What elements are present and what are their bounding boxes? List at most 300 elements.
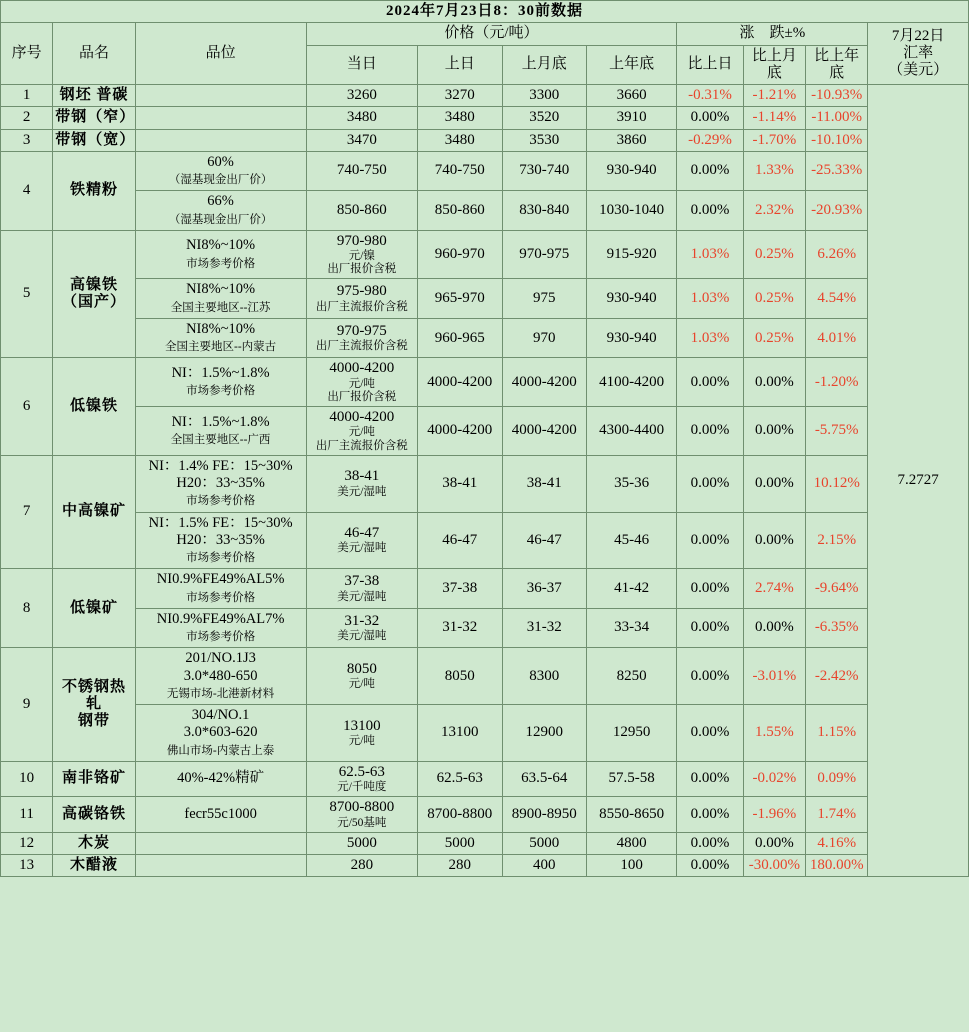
price-today: [306, 832, 418, 854]
grade-sub: 佛山市场-内蒙古上泰: [166, 744, 275, 757]
table-row: [1, 455, 969, 512]
table-row: [1, 648, 969, 705]
price-today-note: 出厂报价含税: [327, 390, 397, 403]
price-last-month: 36-37: [502, 569, 586, 609]
change-vs-last-year: -10.10%: [806, 129, 868, 151]
price-prev-day: 960-970: [418, 230, 502, 279]
table-row: [1, 318, 969, 358]
header-price-col-1: 当日: [306, 45, 418, 85]
header-change-group: 涨 跌±%: [677, 23, 868, 45]
grade-sub: 市场参考价格: [186, 631, 256, 644]
header-price-col-2: 上日: [418, 45, 502, 85]
change-vs-last-year: -10.93%: [806, 85, 868, 107]
product-name: 铁精粉: [69, 182, 118, 199]
product-name: 木炭: [77, 834, 110, 851]
table-row: [1, 512, 969, 569]
change-vs-last-year: 4.01%: [806, 318, 868, 358]
change-vs-last-month: 1.55%: [743, 705, 805, 762]
row-grade: [135, 191, 306, 231]
change-vs-last-month: -1.96%: [743, 797, 805, 832]
change-vs-last-month: -3.01%: [743, 648, 805, 705]
change-vs-last-month: 1.33%: [743, 151, 805, 191]
row-product: [53, 797, 135, 832]
table-row: [1, 107, 969, 129]
header-price-col-3: 上月底: [502, 45, 586, 85]
change-vs-last-month: 2.74%: [743, 569, 805, 609]
change-vs-prev-day: 0.00%: [677, 608, 743, 648]
price-last-year: 41-42: [586, 569, 676, 609]
price-today-value: 740-750: [336, 162, 387, 179]
price-prev-day: 740-750: [418, 151, 502, 191]
grade-line-1: NI：1.5% FE：15~30%: [148, 514, 293, 531]
price-last-year: 930-940: [586, 279, 676, 319]
price-today: [306, 512, 418, 569]
row-product: [53, 230, 135, 358]
price-today: [306, 407, 418, 456]
price-prev-day: 38-41: [418, 455, 502, 512]
rate-header-line2: 汇率: [903, 45, 934, 61]
price-prev-day: 37-38: [418, 569, 502, 609]
price-last-year: 12950: [586, 705, 676, 762]
product-name: 带钢（宽）: [55, 131, 136, 148]
price-last-month: 63.5-64: [502, 761, 586, 796]
product-name: 低镍矿: [69, 599, 118, 616]
price-today-note: 出厂主流报价含税: [315, 439, 408, 452]
price-last-year: 3860: [586, 129, 676, 151]
price-prev-day: 31-32: [418, 608, 502, 648]
change-vs-prev-day: 1.03%: [677, 279, 743, 319]
table-row: [1, 761, 969, 796]
table-row: [1, 855, 969, 877]
header-rate-group: [868, 23, 969, 85]
change-vs-last-year: 1.74%: [806, 797, 868, 832]
price-today-value: 5000: [346, 834, 377, 851]
price-last-month: 12900: [502, 705, 586, 762]
price-prev-day: 850-860: [418, 191, 502, 231]
price-today-unit: 元/吨: [348, 734, 375, 747]
price-last-year: 45-46: [586, 512, 676, 569]
price-last-month: 3520: [502, 107, 586, 129]
price-today-unit: 美元/湿吨: [337, 590, 387, 603]
change-vs-last-year: 4.54%: [806, 279, 868, 319]
row-grade: [135, 358, 306, 407]
change-vs-prev-day: -0.31%: [677, 85, 743, 107]
grade-main: NI8%~10%: [186, 237, 256, 254]
product-name: 高碳铬铁: [61, 805, 126, 822]
grade-main: 60%: [207, 153, 234, 170]
grade-sub: 市场参考价格: [186, 552, 256, 565]
row-product: [53, 569, 135, 648]
price-today-unit: 美元/湿吨: [337, 630, 387, 643]
change-vs-prev-day: 0.00%: [677, 705, 743, 762]
grade-sub: 全国主要地区--广西: [170, 433, 271, 446]
header-change-col-2: 比上月 底: [743, 45, 805, 85]
grade-main: 66%: [207, 193, 234, 210]
price-prev-day: 13100: [418, 705, 502, 762]
change-vs-last-month: 0.25%: [743, 230, 805, 279]
change-vs-prev-day: 0.00%: [677, 107, 743, 129]
row-product: [53, 648, 135, 762]
price-today-value: 975-980: [336, 283, 387, 300]
rate-header-line1: 7月22日: [891, 27, 945, 44]
grade-sub: 市场参考价格: [186, 385, 256, 398]
change-vs-prev-day: 0.00%: [677, 855, 743, 877]
product-line-1: 高镍铁: [69, 276, 118, 293]
price-today: [306, 797, 418, 832]
row-grade: [135, 318, 306, 358]
grade-sub: 市场参考价格: [186, 495, 256, 508]
price-today: [306, 230, 418, 279]
row-grade: [135, 455, 306, 512]
price-last-month: 8300: [502, 648, 586, 705]
price-today: [306, 85, 418, 107]
price-prev-day: 4000-4200: [418, 407, 502, 456]
change-vs-last-year: 2.15%: [806, 512, 868, 569]
price-today-value: 280: [350, 857, 374, 873]
price-last-month: 3300: [502, 85, 586, 107]
grade-line-1: 304/NO.1: [191, 707, 250, 724]
change-vs-last-month: 0.00%: [743, 358, 805, 407]
change-vs-prev-day: -0.29%: [677, 129, 743, 151]
price-today-unit: 元/吨: [348, 377, 375, 390]
change-vs-last-month: 0.25%: [743, 318, 805, 358]
price-today-value: 970-975: [336, 322, 387, 339]
price-last-year: 4800: [586, 832, 676, 854]
price-today-value: 3480: [346, 109, 377, 126]
price-prev-day: 8700-8800: [418, 797, 502, 832]
row-grade: [135, 85, 306, 107]
table-row: [1, 705, 969, 762]
change-vs-last-month: 2.32%: [743, 191, 805, 231]
row-product: [53, 455, 135, 569]
change-vs-last-year: -11.00%: [806, 107, 868, 129]
price-last-month: 4000-4200: [502, 407, 586, 456]
price-last-month: 4000-4200: [502, 358, 586, 407]
price-today-value: 3260: [346, 87, 377, 103]
price-last-year: 4100-4200: [586, 358, 676, 407]
table-row: [1, 191, 969, 231]
row-seq: 2: [1, 107, 53, 129]
row-product: [53, 151, 135, 230]
header-product: 品名: [53, 23, 135, 85]
row-grade: [135, 512, 306, 569]
price-last-month: 400: [502, 855, 586, 877]
row-product: [53, 832, 135, 854]
price-today: [306, 129, 418, 151]
row-grade: [135, 832, 306, 854]
table-row: [1, 151, 969, 191]
price-today: [306, 107, 418, 129]
change-vs-last-month: -1.70%: [743, 129, 805, 151]
row-seq: 4: [1, 151, 53, 230]
price-prev-day: 280: [418, 855, 502, 877]
change-vs-last-month: -1.14%: [743, 107, 805, 129]
price-today-unit: 元/吨: [348, 678, 375, 691]
change-vs-prev-day: 1.03%: [677, 230, 743, 279]
change-vs-last-year: 4.16%: [806, 832, 868, 854]
table-body: [1, 1, 969, 877]
grade-line-1: NI：1.4% FE：15~30%: [148, 457, 293, 474]
grade-line-2: 3.0*603-620: [183, 724, 258, 741]
change-vs-prev-day: 1.03%: [677, 318, 743, 358]
price-last-year: 8550-8650: [586, 797, 676, 832]
grade-sub: 无锡市场-北港新材料: [166, 687, 275, 700]
row-grade: [135, 797, 306, 832]
grade-main: NI：1.5%~1.8%: [171, 413, 270, 430]
change-vs-prev-day: 0.00%: [677, 512, 743, 569]
price-last-month: 970-975: [502, 230, 586, 279]
price-last-year: 930-940: [586, 318, 676, 358]
grade-main: fecr55c1000: [184, 805, 257, 822]
price-today-value: 8050: [346, 660, 377, 677]
price-today: [306, 761, 418, 796]
product-name: 带钢（窄）: [55, 109, 136, 126]
table-row: [1, 569, 969, 609]
change-vs-prev-day: 0.00%: [677, 191, 743, 231]
grade-line-2: H20：33~35%: [176, 475, 265, 492]
product-name: 南非铬矿: [61, 770, 126, 787]
price-today: [306, 279, 418, 319]
row-seq: 6: [1, 358, 53, 455]
row-grade: [135, 107, 306, 129]
change-vs-last-month: -1.21%: [743, 85, 805, 107]
header-change-col-1: 比上日: [677, 45, 743, 85]
row-seq: 5: [1, 230, 53, 358]
row-grade: [135, 855, 306, 877]
price-prev-day: 5000: [418, 832, 502, 854]
change-vs-last-month: 0.00%: [743, 455, 805, 512]
price-prev-day: 3270: [418, 85, 502, 107]
change-vs-prev-day: 0.00%: [677, 455, 743, 512]
row-product: [53, 761, 135, 796]
price-last-year: 930-940: [586, 151, 676, 191]
grade-sub: 全国主要地区--内蒙古: [165, 341, 277, 354]
price-today-note: 出厂报价含税: [327, 263, 397, 276]
grade-main: NI：1.5%~1.8%: [171, 365, 270, 382]
change-vs-prev-day: 0.00%: [677, 407, 743, 456]
grade-sub: （湿基现金出厂价）: [168, 174, 273, 186]
price-today-value: 4000-4200: [329, 409, 395, 426]
change-vs-prev-day: 0.00%: [677, 648, 743, 705]
change-vs-last-year: -2.42%: [806, 648, 868, 705]
product-name: 中高镍矿: [61, 503, 126, 520]
price-last-year: 4300-4400: [586, 407, 676, 456]
price-today-value: 62.5-63: [338, 763, 385, 780]
row-seq: 10: [1, 761, 53, 796]
change-vs-last-month: 0.00%: [743, 407, 805, 456]
price-last-month: 830-840: [502, 191, 586, 231]
price-prev-day: 3480: [418, 107, 502, 129]
grade-sub: 全国主要地区--江苏: [170, 301, 271, 314]
price-last-month: 970: [502, 318, 586, 358]
grade-line-2: H20：33~35%: [176, 531, 265, 548]
price-today: [306, 569, 418, 609]
change-vs-last-year: 180.00%: [806, 855, 868, 877]
row-grade: [135, 129, 306, 151]
row-seq: 12: [1, 832, 53, 854]
price-prev-day: 62.5-63: [418, 761, 502, 796]
row-product: [53, 85, 135, 107]
price-today-unit: 美元/湿吨: [337, 485, 387, 498]
grade-sub: （湿基现金出厂价）: [168, 213, 273, 226]
grade-line-2: 3.0*480-650: [183, 667, 258, 684]
row-grade: [135, 569, 306, 609]
header-grade: 品位: [135, 23, 306, 85]
product-line-1: 不锈钢热轧: [61, 678, 126, 712]
header-seq: 序号: [1, 23, 53, 85]
change-vs-prev-day: 0.00%: [677, 358, 743, 407]
price-today-value: 8700-8800: [329, 799, 395, 816]
price-today: [306, 608, 418, 648]
change-vs-last-year: 0.09%: [806, 761, 868, 796]
price-last-month: 46-47: [502, 512, 586, 569]
row-product: [53, 129, 135, 151]
product-name: 低镍铁: [69, 398, 118, 414]
table-row: [1, 608, 969, 648]
price-last-year: 100: [586, 855, 676, 877]
row-seq: 9: [1, 648, 53, 762]
price-today-unit: 美元/湿吨: [337, 542, 387, 555]
header-change-col-3: 比上年 底: [806, 45, 868, 85]
grade-line-1: 201/NO.1J3: [185, 650, 256, 667]
change-vs-last-month: -30.00%: [743, 855, 805, 877]
row-grade: [135, 761, 306, 796]
row-product: [53, 107, 135, 129]
price-last-year: 35-36: [586, 455, 676, 512]
exchange-rate-value: 7.2727: [868, 85, 969, 877]
price-last-month: 3530: [502, 129, 586, 151]
price-prev-day: 3480: [418, 129, 502, 151]
row-seq: 3: [1, 129, 53, 151]
grade-main: NI8%~10%: [186, 281, 256, 298]
row-grade: [135, 407, 306, 456]
price-today-unit: 元/千吨度: [337, 781, 387, 794]
grade-main: 40%-42%精矿: [177, 770, 265, 787]
change-vs-last-year: -20.93%: [806, 191, 868, 231]
row-grade: [135, 279, 306, 319]
table-row: [1, 358, 969, 407]
price-last-month: 8900-8950: [502, 797, 586, 832]
product-line-2: 钢带: [77, 713, 110, 730]
table-row: [1, 279, 969, 319]
rate-header-line3: （美元）: [888, 62, 949, 79]
change-vs-last-year: -1.20%: [806, 358, 868, 407]
price-prev-day: 960-965: [418, 318, 502, 358]
price-last-year: 33-34: [586, 608, 676, 648]
change-vs-last-month: 0.00%: [743, 512, 805, 569]
price-last-year: 3660: [586, 85, 676, 107]
change-vs-last-year: -6.35%: [806, 608, 868, 648]
price-last-year: 8250: [586, 648, 676, 705]
change-vs-prev-day: 0.00%: [677, 761, 743, 796]
price-today: [306, 191, 418, 231]
grade-main: NI0.9%FE49%AL7%: [156, 610, 285, 627]
change-vs-last-year: -9.64%: [806, 569, 868, 609]
price-today-value: 3470: [346, 131, 377, 148]
table-row: [1, 230, 969, 279]
row-seq: 8: [1, 569, 53, 648]
table-row: [1, 129, 969, 151]
change-vs-last-year: -25.33%: [806, 151, 868, 191]
change-vs-last-year: -5.75%: [806, 407, 868, 456]
row-grade: [135, 705, 306, 762]
price-today-value: 13100: [343, 717, 381, 734]
table-row: [1, 832, 969, 854]
change-vs-last-year: 6.26%: [806, 230, 868, 279]
change-vs-last-month: 0.00%: [743, 608, 805, 648]
price-today-value: 4000-4200: [329, 360, 395, 377]
change-vs-prev-day: 0.00%: [677, 151, 743, 191]
product-name: 木醋液: [69, 857, 118, 873]
price-last-month: 5000: [502, 832, 586, 854]
price-last-month: 730-740: [502, 151, 586, 191]
row-grade: [135, 608, 306, 648]
change-vs-last-month: 0.25%: [743, 279, 805, 319]
price-last-year: 57.5-58: [586, 761, 676, 796]
grade-main: NI0.9%FE49%AL5%: [156, 571, 285, 588]
price-prev-day: 4000-4200: [418, 358, 502, 407]
price-prev-day: 46-47: [418, 512, 502, 569]
price-prev-day: 965-970: [418, 279, 502, 319]
change-vs-prev-day: 0.00%: [677, 569, 743, 609]
row-grade: [135, 151, 306, 191]
price-today-note: 出厂主流报价含税: [315, 300, 408, 313]
price-today: [306, 648, 418, 705]
price-today-note: 出厂主流报价含税: [315, 340, 408, 353]
price-last-year: 1030-1040: [586, 191, 676, 231]
price-today: [306, 455, 418, 512]
price-today: [306, 705, 418, 762]
price-last-year: 3910: [586, 107, 676, 129]
price-today-value: 31-32: [344, 612, 380, 629]
price-last-month: 975: [502, 279, 586, 319]
change-vs-prev-day: 0.00%: [677, 797, 743, 832]
price-today-value: 38-41: [344, 468, 380, 485]
change-vs-last-month: -0.02%: [743, 761, 805, 796]
header-price-col-4: 上年底: [586, 45, 676, 85]
row-seq: 1: [1, 85, 53, 107]
price-today-value: 46-47: [344, 525, 380, 542]
change-vs-last-year: 10.12%: [806, 455, 868, 512]
price-last-month: 38-41: [502, 455, 586, 512]
price-today: [306, 151, 418, 191]
price-last-year: 915-920: [586, 230, 676, 279]
grade-main: NI8%~10%: [186, 320, 256, 337]
change-vs-last-year: 1.15%: [806, 705, 868, 762]
price-last-month: 31-32: [502, 608, 586, 648]
price-today-unit: 元/50基吨: [337, 816, 387, 829]
header-price-group: 价格（元/吨）: [306, 23, 677, 45]
product-line-2: （国产）: [61, 294, 126, 311]
price-today: [306, 318, 418, 358]
row-seq: 13: [1, 855, 53, 877]
price-today: [306, 855, 418, 877]
grade-sub: 市场参考价格: [186, 257, 256, 270]
price-prev-day: 8050: [418, 648, 502, 705]
change-vs-prev-day: 0.00%: [677, 832, 743, 854]
price-today-value: 970-980: [336, 232, 387, 249]
table-row: [1, 407, 969, 456]
product-name: 钢坯 普碳: [59, 87, 129, 103]
change-vs-last-month: 0.00%: [743, 832, 805, 854]
row-grade: [135, 230, 306, 279]
price-today-value: 37-38: [344, 573, 380, 590]
row-seq: 7: [1, 455, 53, 569]
price-today-value: 850-860: [336, 201, 387, 218]
price-today: [306, 358, 418, 407]
row-product: [53, 358, 135, 455]
table-row: [1, 85, 969, 107]
